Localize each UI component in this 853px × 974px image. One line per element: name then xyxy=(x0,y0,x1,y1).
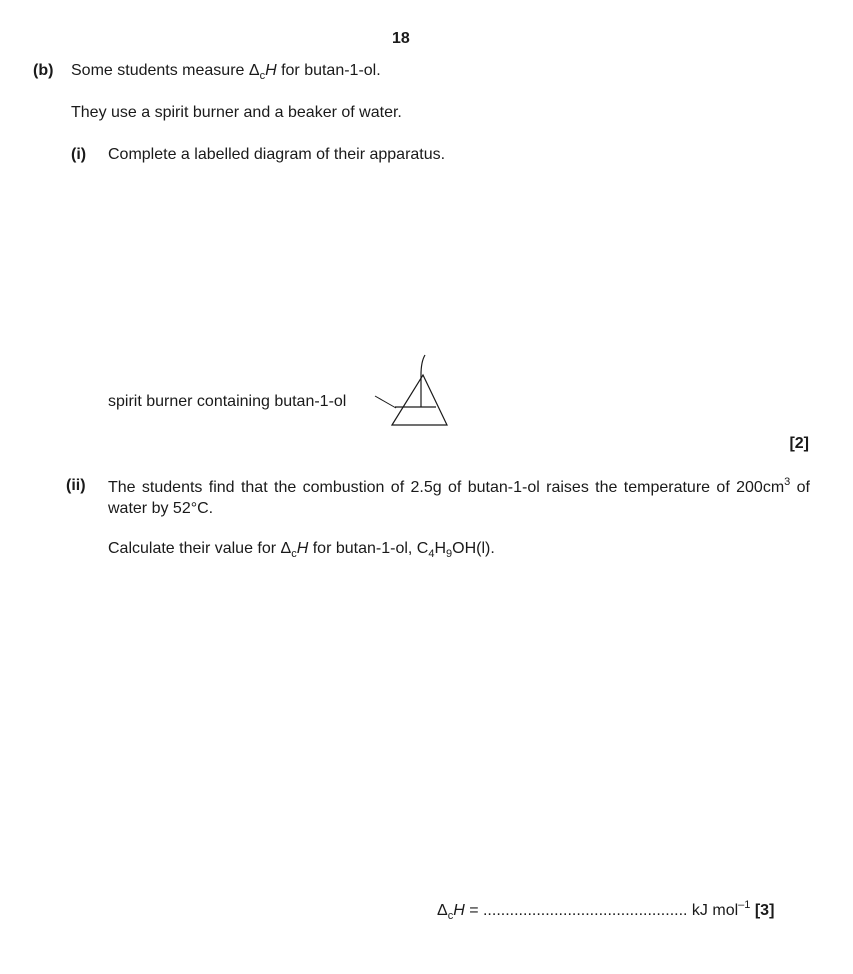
sub-ii-label: (ii) xyxy=(66,477,86,494)
burner-label: spirit burner containing butan-1-ol xyxy=(108,393,347,410)
sub-ii-calc-question: Calculate their value for $\Delta_cH$ for butan-1-ol, $C_4H_9OH(l)$. xyxy=(108,540,495,560)
part-b-statement: Some students measure $\Delta_cH$ for butan-1-ol. xyxy=(71,62,381,82)
part-b-label: (b) xyxy=(33,62,54,79)
answer-dots[interactable]: .............................................. xyxy=(482,902,688,919)
spirit-burner-diagram xyxy=(370,350,460,435)
burner-leader-line xyxy=(375,396,396,408)
sub-ii-text: The students find that the combustion of 2.5g of butan-1-ol raises the temperature of $200cm^3$ of water by 52°C. xyxy=(108,476,811,517)
sub-i-question: Complete a labelled diagram of their apparatus. xyxy=(108,146,446,163)
answer-line[interactable]: $\Delta_cH$ = .............................................. kJ mol$^{-1}$ [3] xyxy=(437,899,775,922)
burner-wick-tip xyxy=(421,355,425,375)
burner-body xyxy=(392,375,447,425)
sub-i-label: (i) xyxy=(71,146,87,163)
sub-i-marks: [2] xyxy=(789,435,809,452)
part-b-intro: They use a spirit burner and a beaker of water. xyxy=(71,104,402,121)
sub-ii-marks: [3] xyxy=(754,902,775,919)
page-number: 18 xyxy=(392,30,410,47)
